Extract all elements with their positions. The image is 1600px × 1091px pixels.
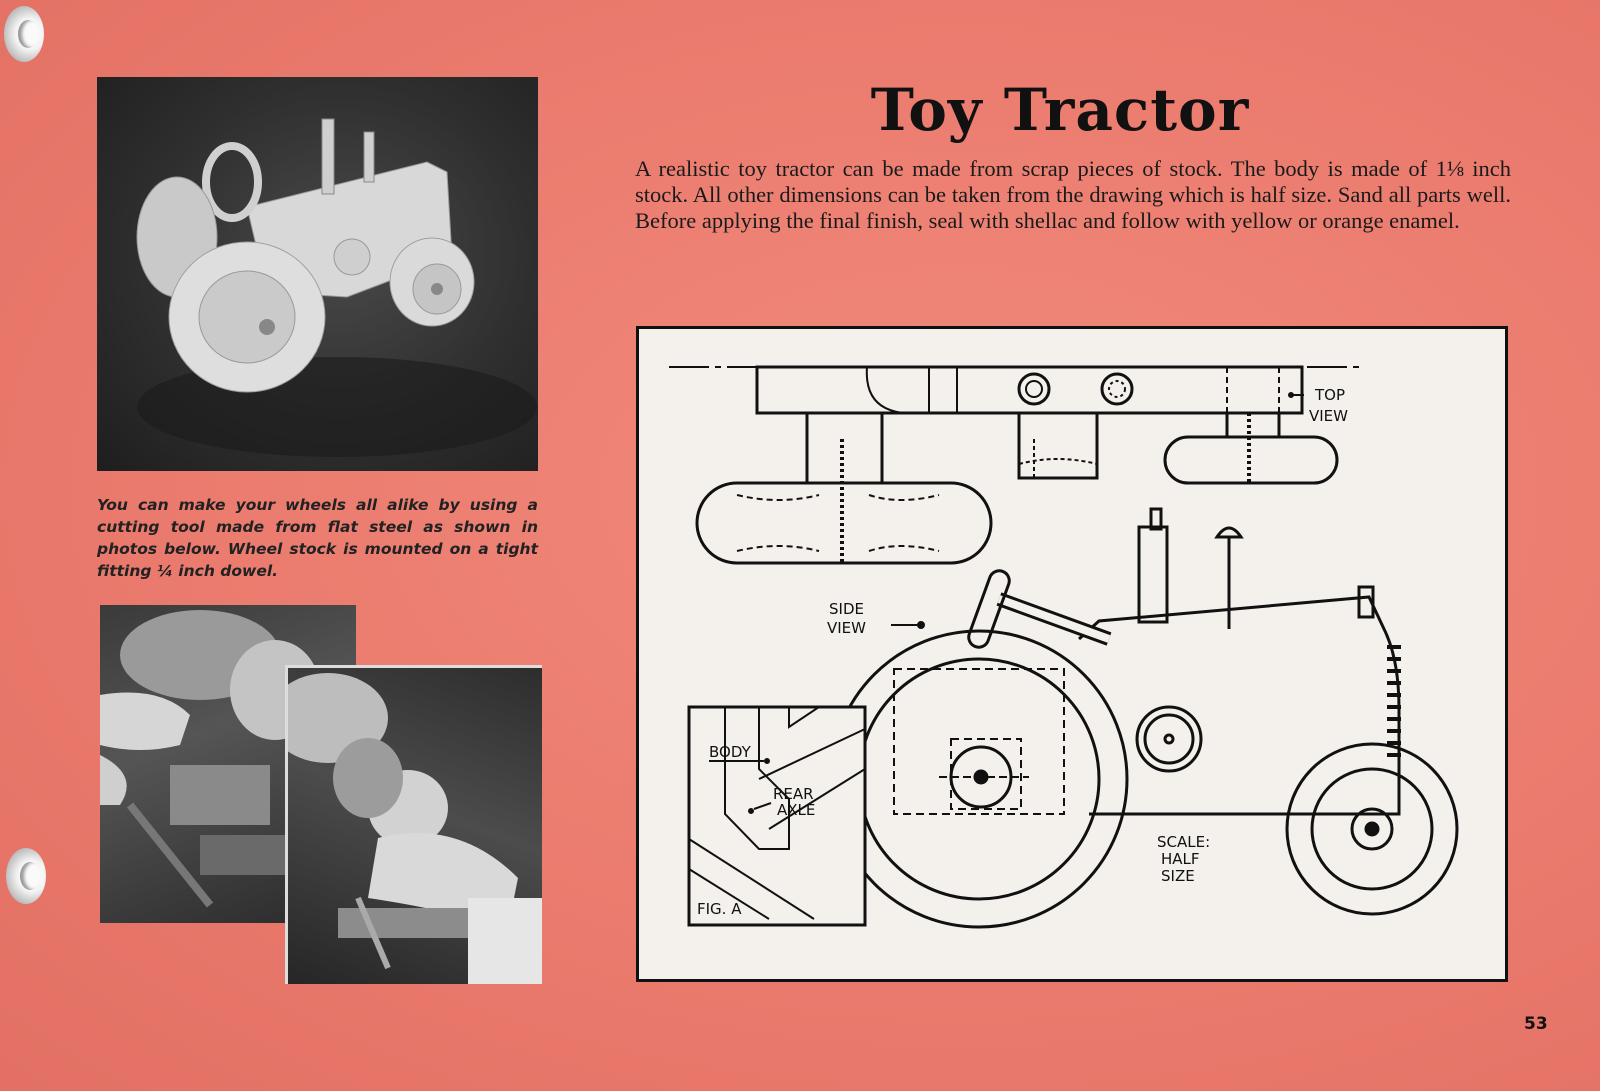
fig-a-label: FIG. A <box>697 900 742 918</box>
intro-paragraph: A realistic toy tractor can be made from scrap pieces of stock. The body is made of 1⅛ inch stock. All other dimensions can be taken from the drawing which is half size. Sand all parts well. Before applying the final finish, seal with shellac and follow with yellow or orange enamel. <box>635 156 1511 233</box>
scale-label-1: SCALE: <box>1157 833 1211 851</box>
tractor-photo <box>97 77 538 471</box>
page-title: Toy Tractor <box>870 76 1250 144</box>
side-view-label-2: VIEW <box>827 619 866 637</box>
binder-hole-icon <box>6 848 46 904</box>
rear-axle-label-1: REAR <box>773 785 814 803</box>
rear-axle-label-2: AXLE <box>777 801 816 819</box>
scale-label-3: SIZE <box>1161 867 1195 885</box>
lathe-photo-right <box>285 665 542 984</box>
top-view-label-1: TOP <box>1315 386 1346 404</box>
page-number: 53 <box>1524 1014 1548 1034</box>
side-view-label-1: SIDE <box>829 600 864 618</box>
top-view-label-2: VIEW <box>1309 407 1348 425</box>
binder-hole-icon <box>4 6 44 62</box>
scale-label-2: HALF <box>1161 850 1200 868</box>
body-label: BODY <box>709 743 751 761</box>
tractor-plan-drawing <box>636 326 1508 982</box>
photo-caption: You can make your wheels all alike by using a cutting tool made from flat steel as shown in photos below. Wheel stock is mounted on a tight fitting ¼ inch dowel. <box>97 496 538 580</box>
